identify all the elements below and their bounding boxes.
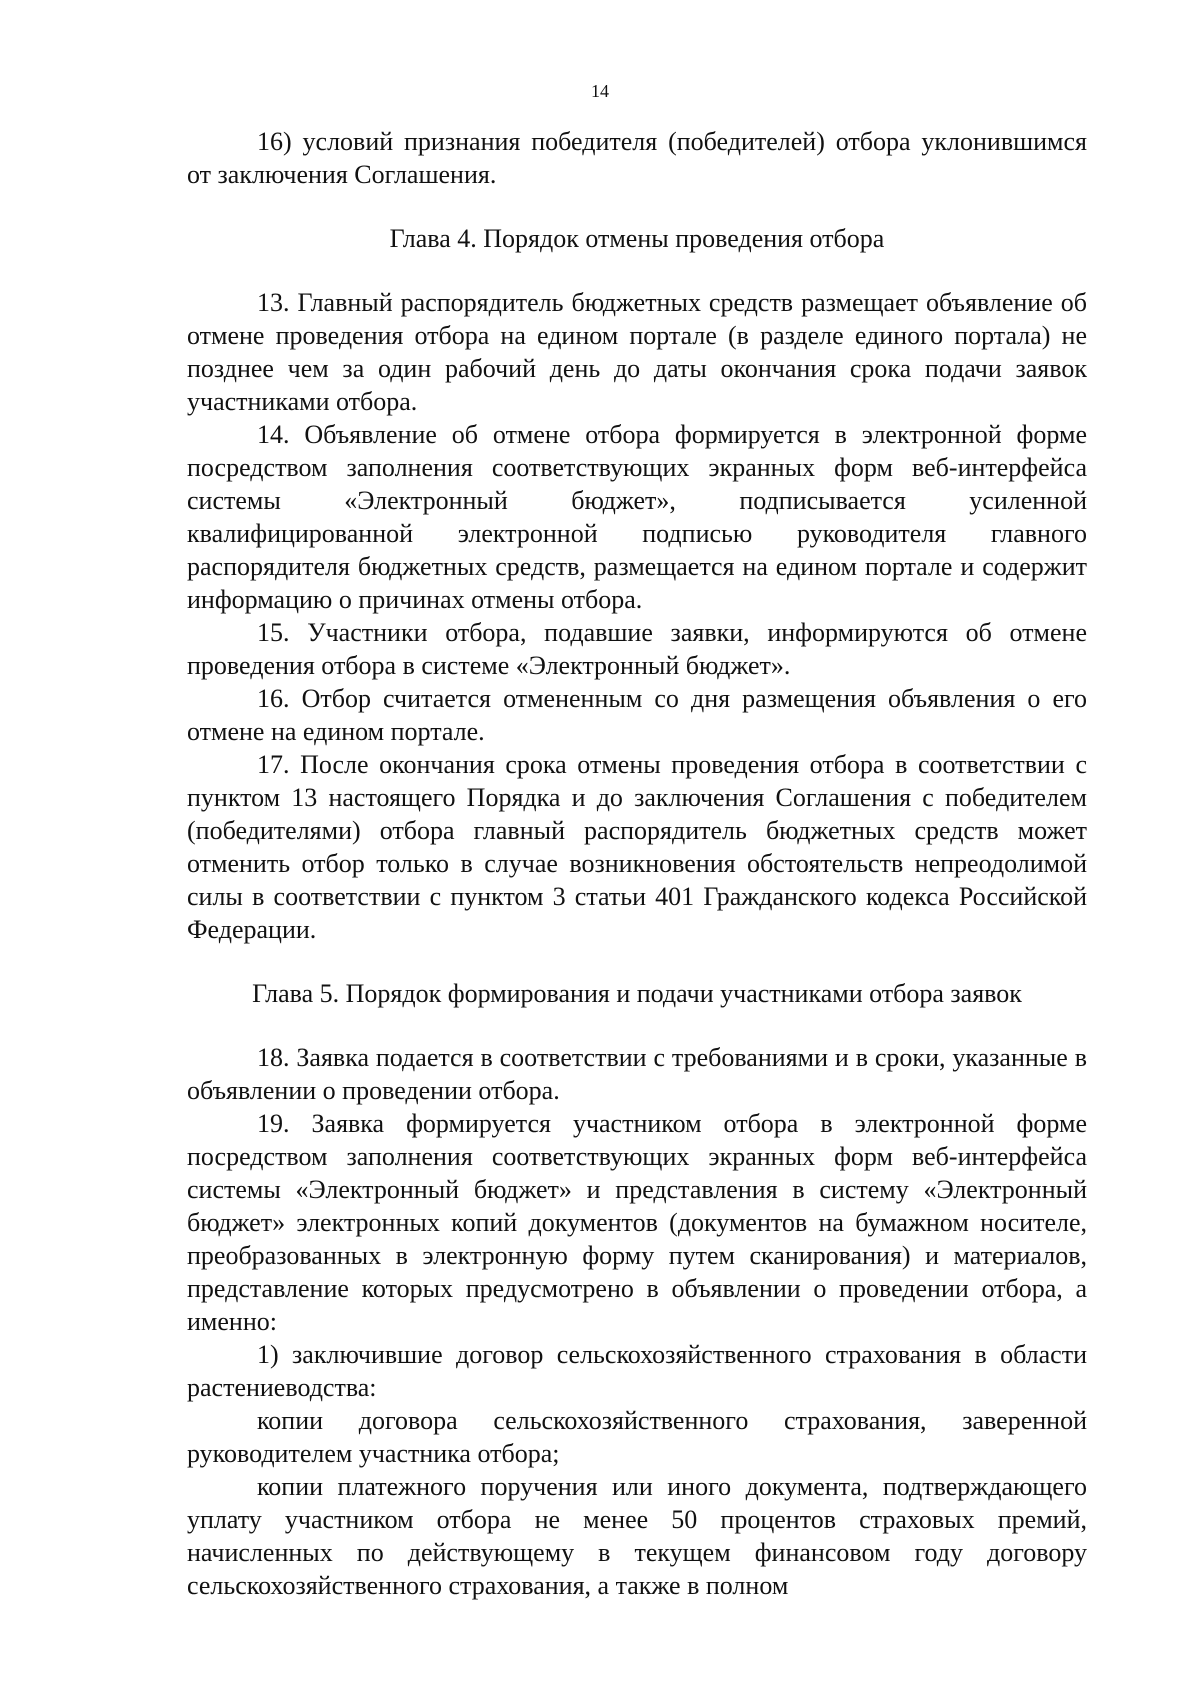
- chapter-5-heading: Глава 5. Порядок формирования и подачи участниками отбора заявок: [252, 979, 1022, 1008]
- paragraph-item-19-1: 1) заключившие договор сельскохозяйственного страхования в области растениеводства:: [187, 1340, 1087, 1402]
- spacer: [187, 1010, 1087, 1041]
- spacer: [187, 255, 1087, 286]
- document-body: [187, 125, 1087, 1602]
- chapter-4-heading: Глава 4. Порядок отмены проведения отбора: [389, 224, 885, 253]
- spacer: [187, 191, 1087, 222]
- paragraph-item-16b: 16. Отбор считается отмененным со дня размещения объявления о его отмене на едином портале.: [187, 684, 1087, 746]
- page-number: 14: [591, 81, 609, 101]
- paragraph-item-15: 15. Участники отбора, подавшие заявки, информируются об отмене проведения отбора в системе «Электронный бюджет».: [187, 618, 1087, 680]
- paragraph-item-17: 17. После окончания срока отмены проведения отбора в соответствии с пунктом 13 настоящего Порядка и до заключения Соглашения с победителем (победителями) отбора главный распорядитель бюджетных средств может отменить отбор только в случае возникновения обстоятельств непреодолимой силы в соответствии с пунктом 3 статьи 401 Гражданского кодекса Российской Федерации.: [187, 750, 1087, 944]
- paragraph-item-18: 18. Заявка подается в соответствии с требованиями и в сроки, указанные в объявлении о проведении отбора.: [187, 1043, 1087, 1105]
- spacer: [187, 946, 1087, 977]
- paragraph-item-19: 19. Заявка формируется участником отбора в электронной форме посредством заполнения соответствующих экранных форм веб-интерфейса системы «Электронный бюджет» и представления в систему «Электронный бюджет» электронных копий документов (документов на бумажном носителе, преобразованных в электронную форму путем сканирования) и материалов, представление которых предусмотрено в объявлении о проведении отбора, а именно:: [187, 1109, 1087, 1336]
- paragraph-item-16: 16) условий признания победителя (победителей) отбора уклонившимся от заключения Соглашения.: [187, 127, 1087, 189]
- paragraph-item-19-1-b: копии платежного поручения или иного документа, подтверждающего уплату участником отбора не менее 50 процентов страховых премий, начисленных по действующему в текущем финансовом году договору сельскохозяйственного страхования, а также в полном: [187, 1472, 1087, 1600]
- paragraph-item-13: 13. Главный распорядитель бюджетных средств размещает объявление об отмене проведения отбора на едином портале (в разделе единого портала) не позднее чем за один рабочий день до даты окончания срока подачи заявок участниками отбора.: [187, 288, 1087, 416]
- paragraph-item-14: 14. Объявление об отмене отбора формируется в электронной форме посредством заполнения соответствующих экранных форм веб-интерфейса системы «Электронный бюджет», подписывается усиленной квалифицированной электронной подписью руководителя главного распорядителя бюджетных средств, размещается на едином портале и содержит информацию о причинах отмены отбора.: [187, 420, 1087, 614]
- paragraph-item-19-1-a: копии договора сельскохозяйственного страхования, заверенной руководителем участника отбора;: [187, 1406, 1087, 1468]
